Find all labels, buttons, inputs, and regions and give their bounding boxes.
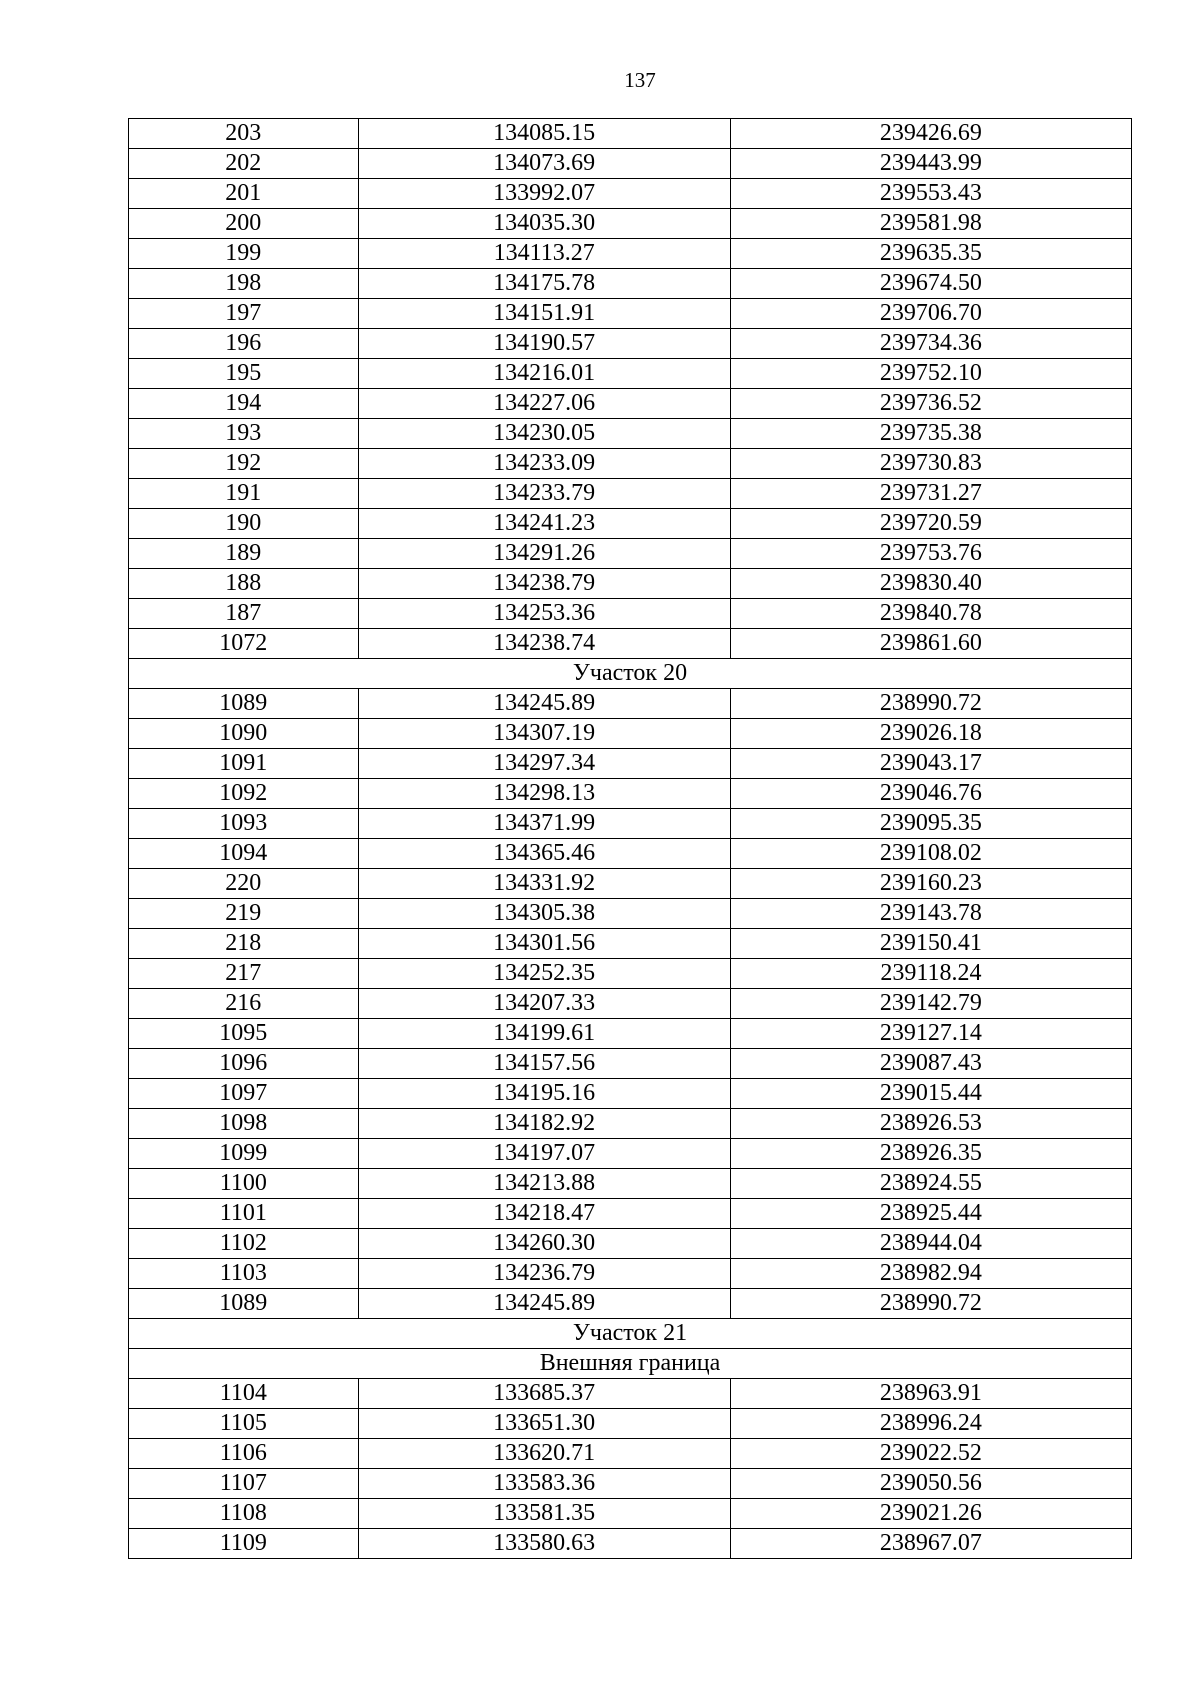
point-number-cell: 196	[129, 329, 359, 359]
x-coordinate-cell: 134301.56	[358, 929, 730, 959]
y-coordinate-cell: 239752.10	[730, 359, 1131, 389]
y-coordinate-cell: 239720.59	[730, 509, 1131, 539]
point-number-cell: 1098	[129, 1109, 359, 1139]
coordinates-table-body	[129, 119, 1132, 1559]
table-row	[129, 749, 1132, 779]
point-number-cell: 201	[129, 179, 359, 209]
y-coordinate-cell: 238925.44	[730, 1199, 1131, 1229]
x-coordinate-cell: 134035.30	[358, 209, 730, 239]
section-header: Внешняя граница	[129, 1349, 1132, 1379]
x-coordinate-cell: 134291.26	[358, 539, 730, 569]
y-coordinate-cell: 239426.69	[730, 119, 1131, 149]
y-coordinate-cell: 239735.38	[730, 419, 1131, 449]
point-number-cell: 197	[129, 299, 359, 329]
point-number-cell: 192	[129, 449, 359, 479]
point-number-cell: 193	[129, 419, 359, 449]
table-row	[129, 359, 1132, 389]
point-number-cell: 218	[129, 929, 359, 959]
point-number-cell: 1097	[129, 1079, 359, 1109]
table-row	[129, 1289, 1132, 1319]
x-coordinate-cell: 134298.13	[358, 779, 730, 809]
point-number-cell: 195	[129, 359, 359, 389]
point-number-cell: 200	[129, 209, 359, 239]
x-coordinate-cell: 134236.79	[358, 1259, 730, 1289]
table-row	[129, 599, 1132, 629]
x-coordinate-cell: 134307.19	[358, 719, 730, 749]
y-coordinate-cell: 239635.35	[730, 239, 1131, 269]
table-row	[129, 1499, 1132, 1529]
section-header: Участок 20	[129, 659, 1132, 689]
point-number-cell: 1095	[129, 1019, 359, 1049]
y-coordinate-cell: 239706.70	[730, 299, 1131, 329]
point-number-cell: 1102	[129, 1229, 359, 1259]
point-number-cell: 202	[129, 149, 359, 179]
table-row	[129, 899, 1132, 929]
y-coordinate-cell: 239127.14	[730, 1019, 1131, 1049]
table-row	[129, 869, 1132, 899]
point-number-cell: 1093	[129, 809, 359, 839]
x-coordinate-cell: 133992.07	[358, 179, 730, 209]
x-coordinate-cell: 134365.46	[358, 839, 730, 869]
point-number-cell: 1101	[129, 1199, 359, 1229]
point-number-cell: 191	[129, 479, 359, 509]
table-row	[129, 119, 1132, 149]
x-coordinate-cell: 134245.89	[358, 689, 730, 719]
table-row	[129, 209, 1132, 239]
y-coordinate-cell: 238963.91	[730, 1379, 1131, 1409]
table-row	[129, 419, 1132, 449]
table-row	[129, 1379, 1132, 1409]
table-row	[129, 929, 1132, 959]
y-coordinate-cell: 238944.04	[730, 1229, 1131, 1259]
y-coordinate-cell: 239830.40	[730, 569, 1131, 599]
table-row	[129, 1199, 1132, 1229]
point-number-cell: 1091	[129, 749, 359, 779]
x-coordinate-cell: 134085.15	[358, 119, 730, 149]
x-coordinate-cell: 134195.16	[358, 1079, 730, 1109]
x-coordinate-cell: 133580.63	[358, 1529, 730, 1559]
y-coordinate-cell: 239087.43	[730, 1049, 1131, 1079]
x-coordinate-cell: 134227.06	[358, 389, 730, 419]
table-row	[129, 1109, 1132, 1139]
y-coordinate-cell: 239734.36	[730, 329, 1131, 359]
point-number-cell: 1104	[129, 1379, 359, 1409]
point-number-cell: 216	[129, 989, 359, 1019]
table-row	[129, 779, 1132, 809]
y-coordinate-cell: 239553.43	[730, 179, 1131, 209]
point-number-cell: 1105	[129, 1409, 359, 1439]
x-coordinate-cell: 134199.61	[358, 1019, 730, 1049]
point-number-cell: 194	[129, 389, 359, 419]
x-coordinate-cell: 134245.89	[358, 1289, 730, 1319]
point-number-cell: 1072	[129, 629, 359, 659]
y-coordinate-cell: 238967.07	[730, 1529, 1131, 1559]
table-row	[129, 1169, 1132, 1199]
point-number-cell: 1096	[129, 1049, 359, 1079]
y-coordinate-cell: 239046.76	[730, 779, 1131, 809]
table-row	[129, 299, 1132, 329]
y-coordinate-cell: 239142.79	[730, 989, 1131, 1019]
y-coordinate-cell: 239026.18	[730, 719, 1131, 749]
x-coordinate-cell: 134151.91	[358, 299, 730, 329]
point-number-cell: 1099	[129, 1139, 359, 1169]
y-coordinate-cell: 238924.55	[730, 1169, 1131, 1199]
x-coordinate-cell: 134197.07	[358, 1139, 730, 1169]
x-coordinate-cell: 134113.27	[358, 239, 730, 269]
x-coordinate-cell: 134073.69	[358, 149, 730, 179]
x-coordinate-cell: 134218.47	[358, 1199, 730, 1229]
point-number-cell: 217	[129, 959, 359, 989]
x-coordinate-cell: 134157.56	[358, 1049, 730, 1079]
point-number-cell: 1108	[129, 1499, 359, 1529]
point-number-cell: 189	[129, 539, 359, 569]
table-row	[129, 179, 1132, 209]
x-coordinate-cell: 134182.92	[358, 1109, 730, 1139]
point-number-cell: 187	[129, 599, 359, 629]
section-header-row	[129, 659, 1132, 689]
table-row	[129, 719, 1132, 749]
point-number-cell: 219	[129, 899, 359, 929]
point-number-cell: 203	[129, 119, 359, 149]
table-row	[129, 1229, 1132, 1259]
table-row	[129, 569, 1132, 599]
table-row	[129, 689, 1132, 719]
point-number-cell: 1090	[129, 719, 359, 749]
y-coordinate-cell: 239143.78	[730, 899, 1131, 929]
x-coordinate-cell: 134213.88	[358, 1169, 730, 1199]
point-number-cell: 1092	[129, 779, 359, 809]
x-coordinate-cell: 134230.05	[358, 419, 730, 449]
x-coordinate-cell: 134252.35	[358, 959, 730, 989]
y-coordinate-cell: 239730.83	[730, 449, 1131, 479]
x-coordinate-cell: 133583.36	[358, 1469, 730, 1499]
y-coordinate-cell: 238990.72	[730, 1289, 1131, 1319]
x-coordinate-cell: 133685.37	[358, 1379, 730, 1409]
point-number-cell: 1107	[129, 1469, 359, 1499]
table-row	[129, 809, 1132, 839]
x-coordinate-cell: 133620.71	[358, 1439, 730, 1469]
table-row	[129, 1139, 1132, 1169]
table-row	[129, 149, 1132, 179]
table-row	[129, 269, 1132, 299]
table-row	[129, 539, 1132, 569]
table-row	[129, 449, 1132, 479]
x-coordinate-cell: 134241.23	[358, 509, 730, 539]
table-row	[129, 1019, 1132, 1049]
table-row	[129, 509, 1132, 539]
y-coordinate-cell: 238996.24	[730, 1409, 1131, 1439]
point-number-cell: 1094	[129, 839, 359, 869]
y-coordinate-cell: 239674.50	[730, 269, 1131, 299]
table-row	[129, 479, 1132, 509]
y-coordinate-cell: 238926.53	[730, 1109, 1131, 1139]
y-coordinate-cell: 239581.98	[730, 209, 1131, 239]
y-coordinate-cell: 239443.99	[730, 149, 1131, 179]
y-coordinate-cell: 238926.35	[730, 1139, 1131, 1169]
table-row	[129, 1079, 1132, 1109]
x-coordinate-cell: 134238.79	[358, 569, 730, 599]
x-coordinate-cell: 134216.01	[358, 359, 730, 389]
y-coordinate-cell: 239731.27	[730, 479, 1131, 509]
table-row	[129, 1469, 1132, 1499]
point-number-cell: 1103	[129, 1259, 359, 1289]
table-row	[129, 959, 1132, 989]
y-coordinate-cell: 239043.17	[730, 749, 1131, 779]
y-coordinate-cell: 239108.02	[730, 839, 1131, 869]
table-row	[129, 389, 1132, 419]
point-number-cell: 1106	[129, 1439, 359, 1469]
point-number-cell: 1089	[129, 689, 359, 719]
x-coordinate-cell: 134238.74	[358, 629, 730, 659]
x-coordinate-cell: 133581.35	[358, 1499, 730, 1529]
table-row	[129, 1439, 1132, 1469]
table-row	[129, 1259, 1132, 1289]
y-coordinate-cell: 238990.72	[730, 689, 1131, 719]
point-number-cell: 190	[129, 509, 359, 539]
table-row	[129, 239, 1132, 269]
y-coordinate-cell: 239753.76	[730, 539, 1131, 569]
point-number-cell: 188	[129, 569, 359, 599]
table-row	[129, 1409, 1132, 1439]
y-coordinate-cell: 239160.23	[730, 869, 1131, 899]
table-row	[129, 839, 1132, 869]
x-coordinate-cell: 134190.57	[358, 329, 730, 359]
point-number-cell: 1100	[129, 1169, 359, 1199]
x-coordinate-cell: 134305.38	[358, 899, 730, 929]
section-header-row	[129, 1319, 1132, 1349]
y-coordinate-cell: 239840.78	[730, 599, 1131, 629]
table-row	[129, 629, 1132, 659]
table-row	[129, 989, 1132, 1019]
x-coordinate-cell: 134175.78	[358, 269, 730, 299]
x-coordinate-cell: 134297.34	[358, 749, 730, 779]
page-number: 137	[624, 68, 656, 92]
point-number-cell: 1109	[129, 1529, 359, 1559]
table-row	[129, 329, 1132, 359]
table-row	[129, 1049, 1132, 1079]
section-header: Участок 21	[129, 1319, 1132, 1349]
y-coordinate-cell: 239095.35	[730, 809, 1131, 839]
y-coordinate-cell: 239015.44	[730, 1079, 1131, 1109]
y-coordinate-cell: 239050.56	[730, 1469, 1131, 1499]
x-coordinate-cell: 133651.30	[358, 1409, 730, 1439]
x-coordinate-cell: 134260.30	[358, 1229, 730, 1259]
y-coordinate-cell: 238982.94	[730, 1259, 1131, 1289]
table-row	[129, 1529, 1132, 1559]
x-coordinate-cell: 134207.33	[358, 989, 730, 1019]
y-coordinate-cell: 239736.52	[730, 389, 1131, 419]
y-coordinate-cell: 239150.41	[730, 929, 1131, 959]
x-coordinate-cell: 134371.99	[358, 809, 730, 839]
point-number-cell: 198	[129, 269, 359, 299]
x-coordinate-cell: 134233.09	[358, 449, 730, 479]
y-coordinate-cell: 239861.60	[730, 629, 1131, 659]
x-coordinate-cell: 134233.79	[358, 479, 730, 509]
point-number-cell: 220	[129, 869, 359, 899]
point-number-cell: 1089	[129, 1289, 359, 1319]
y-coordinate-cell: 239118.24	[730, 959, 1131, 989]
x-coordinate-cell: 134253.36	[358, 599, 730, 629]
y-coordinate-cell: 239021.26	[730, 1499, 1131, 1529]
coordinates-table	[128, 118, 1132, 1559]
section-header-row	[129, 1349, 1132, 1379]
y-coordinate-cell: 239022.52	[730, 1439, 1131, 1469]
x-coordinate-cell: 134331.92	[358, 869, 730, 899]
point-number-cell: 199	[129, 239, 359, 269]
